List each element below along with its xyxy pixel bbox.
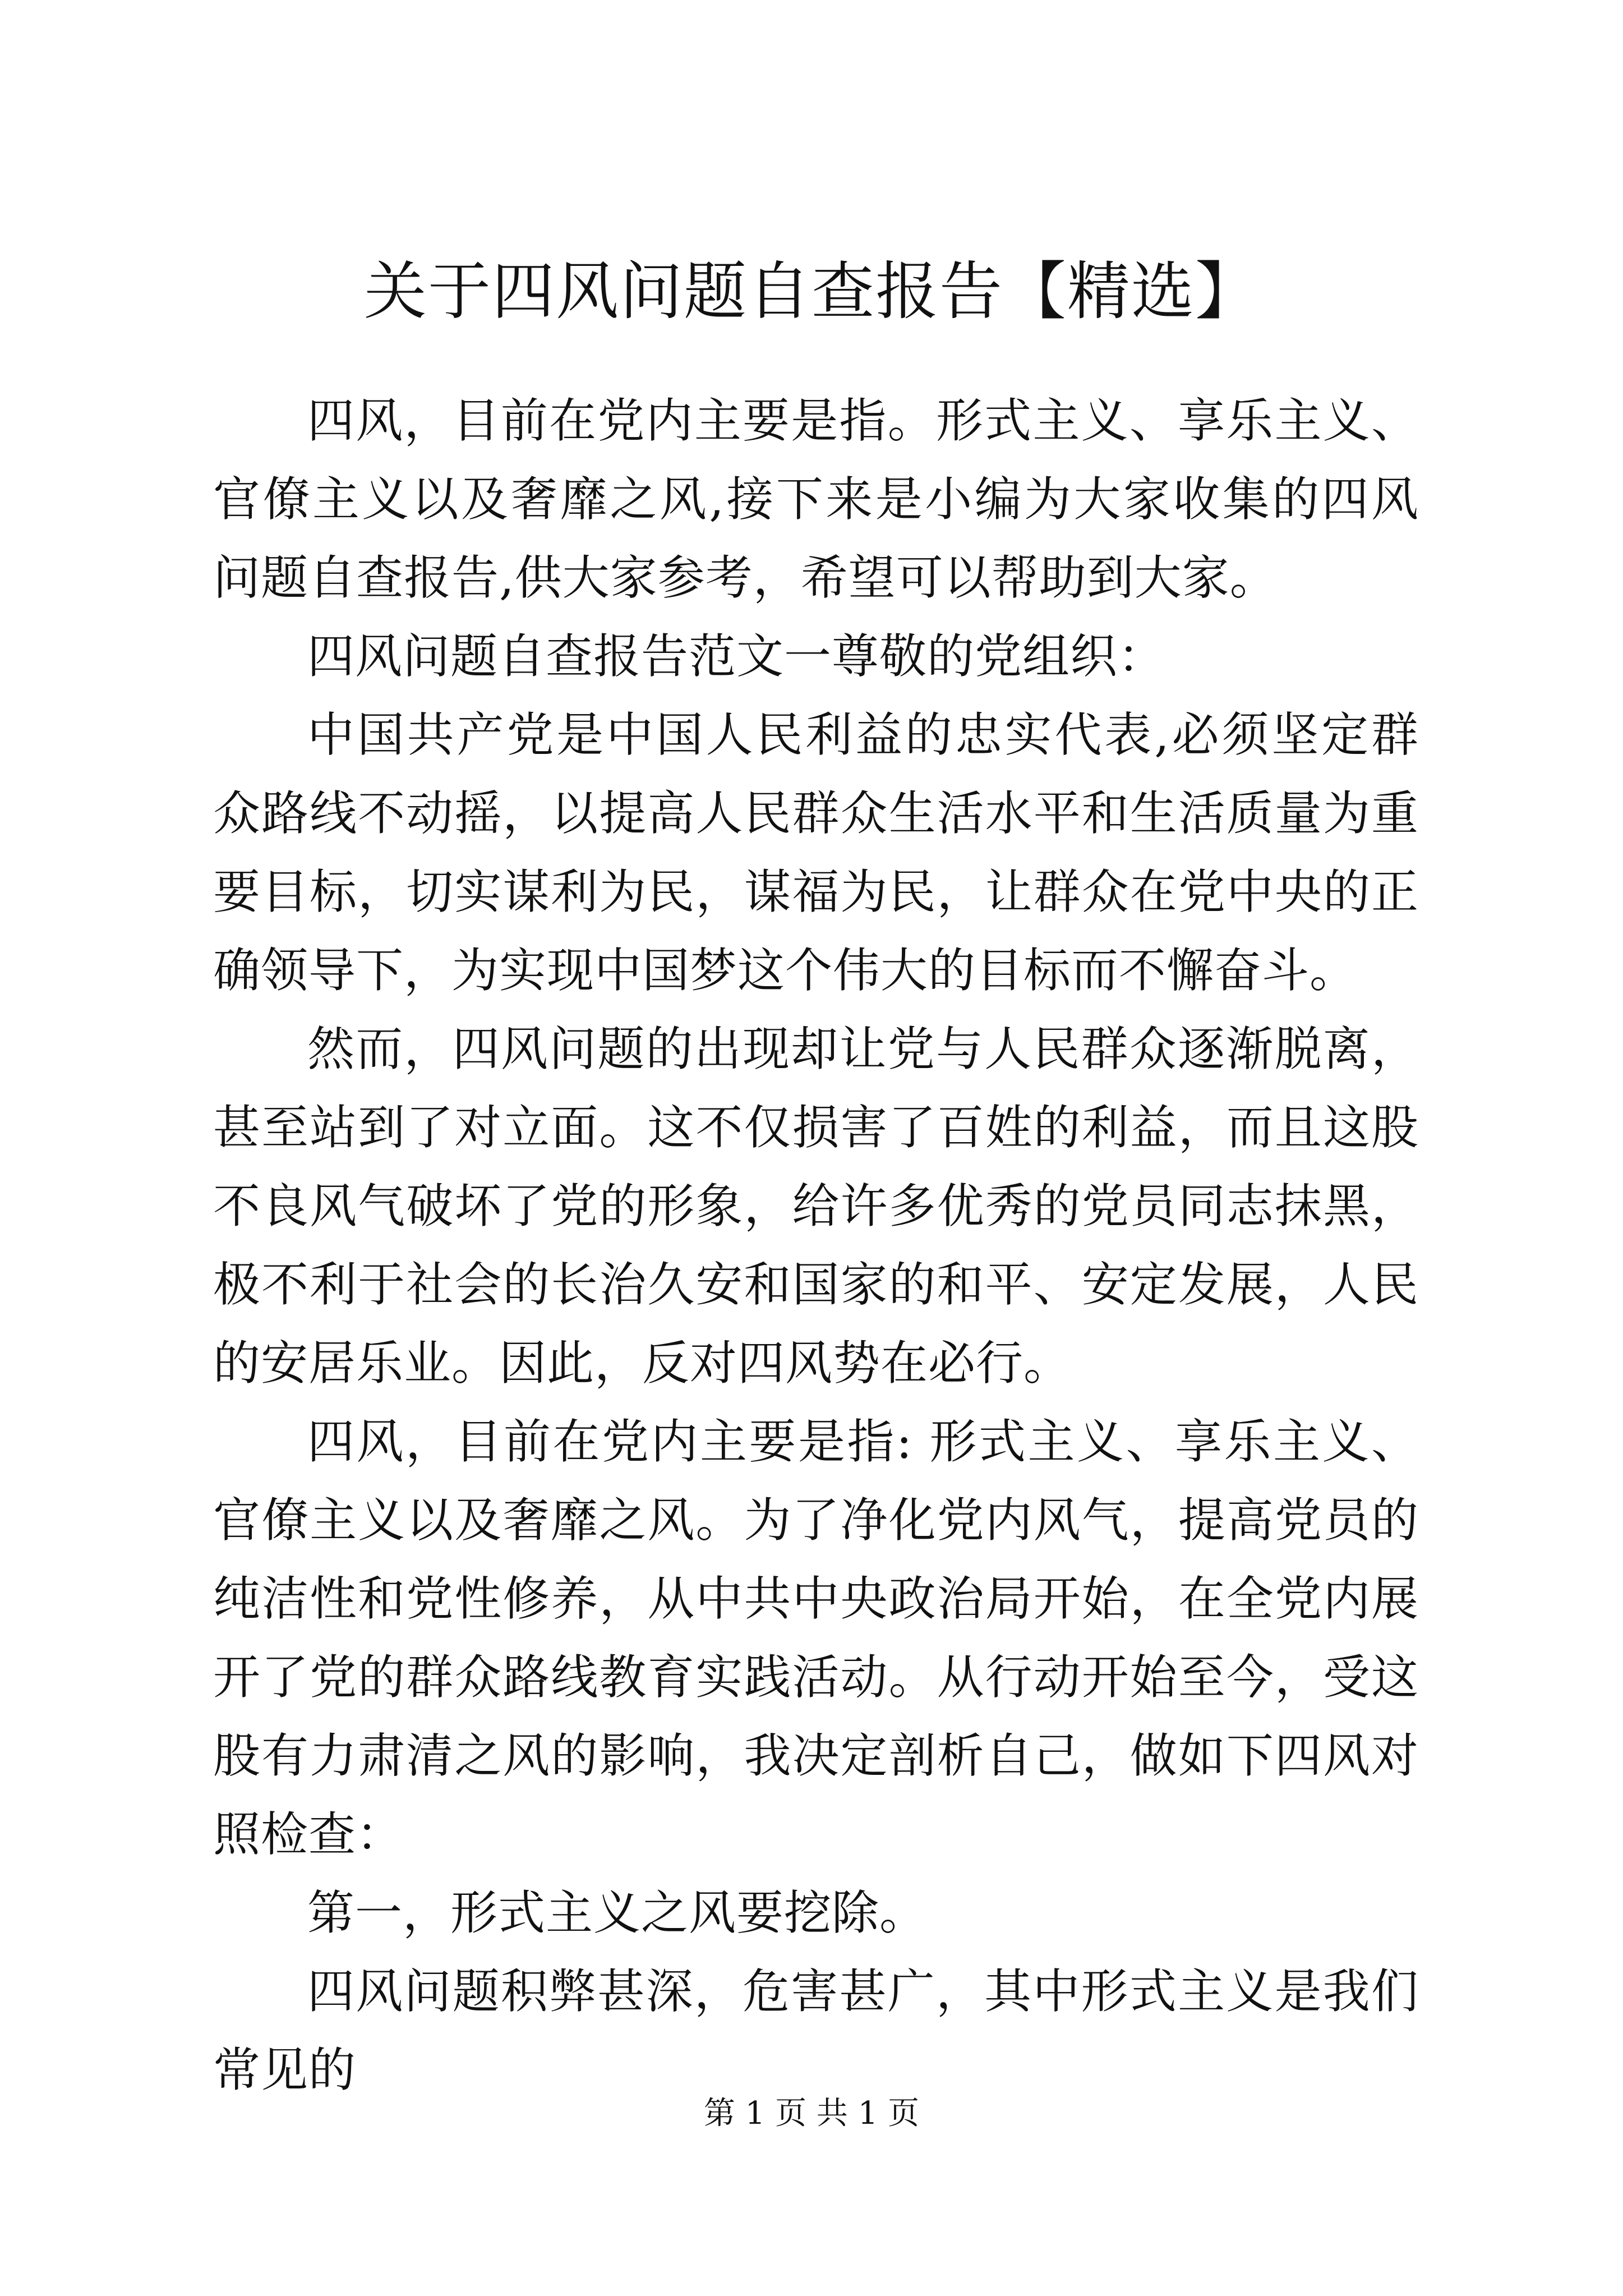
page-footer: 第 1 页 共 1 页 bbox=[703, 2095, 920, 2132]
document-title: 关于四风问题自查报告【精选】 bbox=[364, 255, 1259, 328]
paragraph-four-winds-definition: 四风，目前在党内主要是指: 形式主义、享乐主义、官僚主义以及奢靡之风。为了净化党内风气，提高党员的纯洁性和党性修养，从中共中央政治局开始，在全党内展开了党的群众路线教育实践活动。从行动开始至今，受这股有力肃清之风的影响，我决定剖析自己，做如下四风对照检查： bbox=[213, 1414, 1419, 1862]
document-body bbox=[213, 381, 1419, 2109]
paragraph-salutation: 四风问题自查报告范文一尊敬的党组织： bbox=[307, 629, 1166, 684]
paragraph-formalism: 四风问题积弊甚深，危害甚广，其中形式主义是我们常见的 bbox=[213, 1964, 1419, 2097]
paragraph-intro: 四风，目前在党内主要是指。形式主义、享乐主义、官僚主义以及奢靡之风,接下来是小编为大家收集的四风问题自查报告,供大家参考，希望可以帮助到大家。 bbox=[213, 393, 1419, 605]
paragraph-party-mission: 中国共产党是中国人民利益的忠实代表,必须坚定群众路线不动摇，以提高人民群众生活水平和生活质量为重要目标，切实谋利为民，谋福为民，让群众在党中央的正确领导下，为实现中国梦这个伟大的目标而不懈奋斗。 bbox=[213, 707, 1419, 998]
paragraph-first-point: 第一，形式主义之风要挖除。 bbox=[307, 1885, 928, 1940]
paragraph-four-winds-harm: 然而，四风问题的出现却让党与人民群众逐渐脱离，甚至站到了对立面。这不仅损害了百姓的利益，而且这股不良风气破坏了党的形象，给许多优秀的党员同志抹黑，极不利于社会的长治久安和国家的和平、安定发展，人民的安居乐业。因此，反对四风势在必行。 bbox=[213, 1022, 1419, 1391]
